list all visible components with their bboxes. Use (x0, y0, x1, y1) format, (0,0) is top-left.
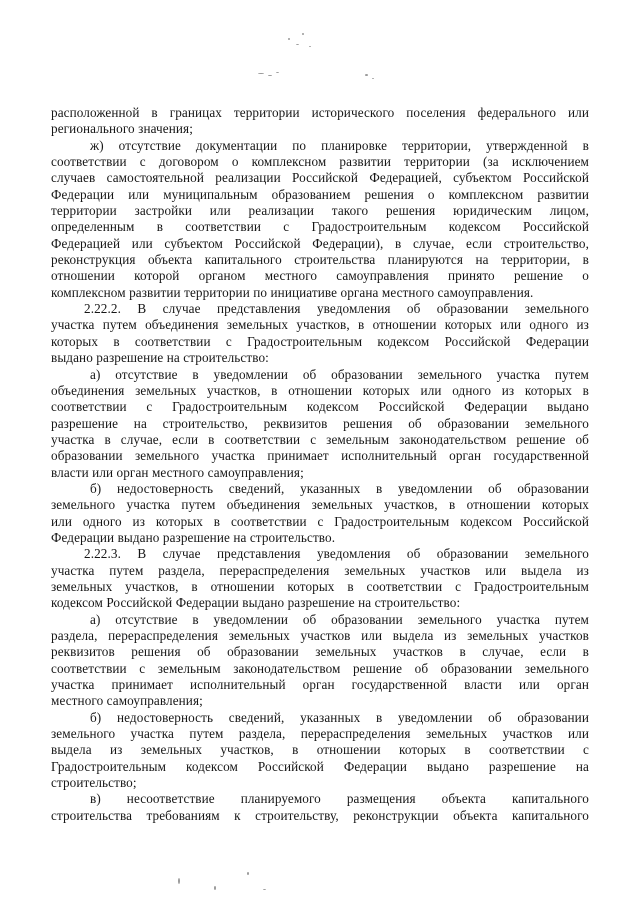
text-line: регионального значения; (51, 121, 193, 137)
text-line: участка принимает исполнительный орган государственной власти или орган (51, 677, 589, 693)
text-line: определенным в соответствии с Градостроительным кодексом Российской (51, 219, 589, 235)
text-line: б) недостоверность сведений, указанных в уведомлении об образовании (90, 709, 589, 725)
text-line: случаев самостоятельной реализации Российской Федерацией, субъектом Российской (51, 170, 589, 186)
text-line: выдела из земельных участков, в отношении которых в соответствии с (51, 742, 589, 758)
text-line: соответствии с Градостроительным кодексом Российской Федерации выдано (51, 399, 589, 415)
text-line: власти или орган местного самоуправления; (51, 464, 304, 480)
text-line: раздела, перераспределения земельных участков или выдела из земельных участков (51, 628, 589, 643)
paragraph-2-22-3-a (51, 612, 589, 710)
text-line: реконструкция объекта капитального строительства планируются на территории, в (51, 252, 589, 268)
text-line: 2.22.2. В случае представления уведомления об образовании земельного (84, 301, 589, 317)
paragraph-2-22-2 (51, 301, 589, 366)
text-line: территории застройки или реализации такого решения юридическим лицом, (51, 203, 589, 219)
text-line: или одного из которых в соответствии с Градостроительным кодексом Российской (51, 513, 589, 529)
text-line: Федерацией или субъектом Российской Федерации), в случае, если строительство, (51, 235, 589, 251)
paragraph-1 (51, 105, 589, 138)
text-line: образовании земельного участка принимает исполнительный орган государственной (51, 448, 589, 464)
text-line: земельного участка путем раздела, перераспределения земельных участков или (51, 726, 589, 742)
text-line: реквизитов решения об образовании земельных участков в случае, если в (51, 644, 589, 660)
text-line: участка в случае, если в соответствии с земельным законодательством решение об (51, 431, 589, 447)
text-line: комплексном развитии территории по инициативе органа местного самоуправления. (51, 284, 534, 300)
text-line: которых в соответствии с Градостроительным кодексом Российской Федерации (51, 333, 589, 349)
text-line: участка путем объединения земельных участков, в отношении которых или одного из (51, 317, 589, 333)
text-line: участка путем раздела, перераспределения земельных участков или выдела из (51, 562, 589, 578)
text-line: соответствии с земельным законодательством решение об образовании земельного (51, 660, 589, 676)
text-line: кодексом Российской Федерации выдано разрешение на строительство: (51, 595, 461, 611)
text-line: разрешение на строительство, реквизитов решения об образовании земельного (51, 415, 589, 431)
paragraph-2-22-2-b (51, 481, 589, 546)
text-line: соответствии с договором о комплексном развитии территории (за исключением (51, 154, 589, 170)
text-line: объединения земельных участков, в отношении которых или одного из которых в (51, 382, 589, 398)
paragraph-2-22-3-b (51, 710, 589, 792)
paragraph-2-22-2-a (51, 367, 589, 481)
document-body (51, 105, 589, 824)
text-line: 2.22.3. В случае представления уведомления об образовании земельного (84, 546, 589, 562)
text-line: Федерации или муниципальным образованием решения о комплексном развитии (51, 186, 589, 202)
text-line: земельного участка путем объединения земельных участков, в отношении которых (51, 497, 589, 513)
text-line: а) отсутствие в уведомлении об образовании земельного участка путем (90, 366, 589, 382)
text-line: строительство; (51, 775, 137, 791)
text-line: строительства требованиям к строительству, реконструкции объекта капитального (51, 807, 589, 823)
text-line: местного самоуправления; (51, 693, 203, 709)
text-line: отношении которой органом местного самоуправления принято решение о (51, 268, 589, 284)
paragraph-2-22-3-v (51, 791, 589, 824)
text-line: Градостроительным кодексом Российской Федерации выдано разрешение на (51, 758, 589, 774)
paragraph-2-22-3 (51, 546, 589, 611)
text-line: земельных участков, в отношении которых в соответствии с Градостроительным (51, 578, 589, 594)
text-line: выдано разрешение на строительство: (51, 350, 269, 366)
text-line: а) отсутствие в уведомлении об образовании земельного участка путем (90, 611, 589, 627)
text-line: б) недостоверность сведений, указанных в уведомлении об образовании (90, 480, 589, 496)
text-line: в) несоответствие планируемого размещения объекта капитального (90, 791, 589, 807)
text-line: расположенной в границах территории исторического поселения федерального или (51, 105, 589, 120)
text-line: ж) отсутствие документации по планировке территории, утвержденной в (90, 137, 589, 153)
paragraph-zh (51, 138, 589, 301)
text-line: Федерации выдано разрешение на строительство. (51, 529, 336, 545)
